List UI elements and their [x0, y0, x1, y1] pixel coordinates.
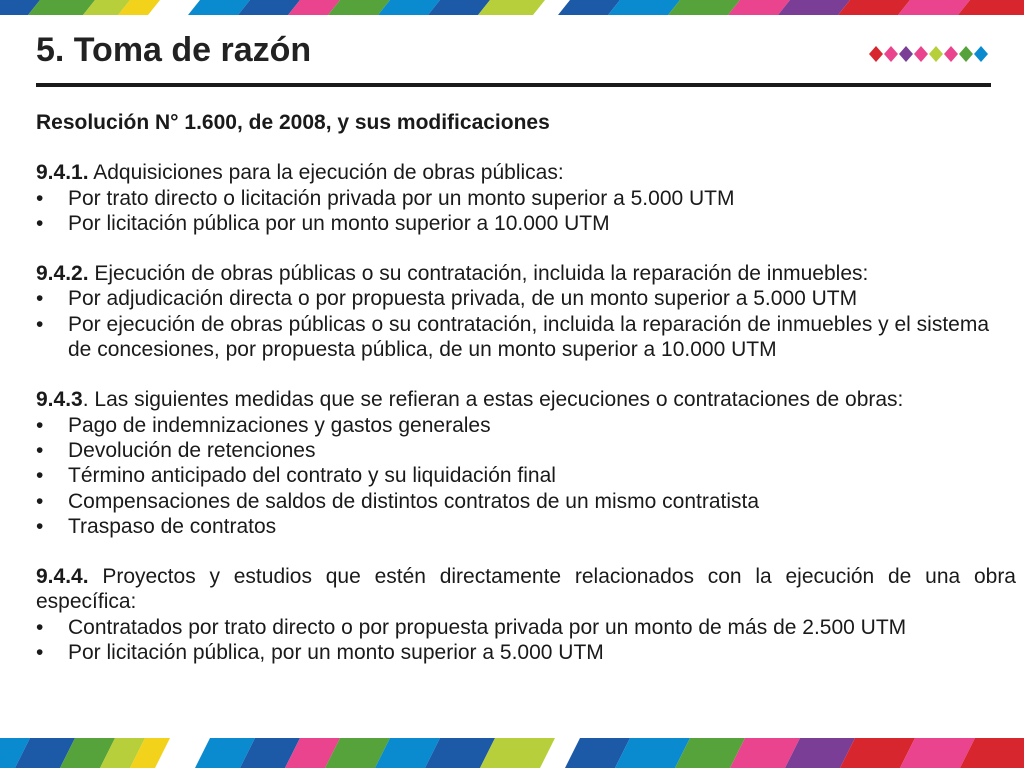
section-heading	[36, 261, 1016, 286]
top-color-band	[0, 0, 1024, 15]
subtitle-text: Resolución N° 1.600, de 2008, y sus modificaciones	[36, 111, 550, 134]
subtitle	[36, 110, 1016, 135]
section-heading-text: Ejecución de obras públicas o su contratación, incluida la reparación de inmuebles:	[88, 262, 869, 286]
section-number: 9.4.3	[36, 388, 83, 412]
list-item: • Devolución de retenciones	[36, 438, 1016, 463]
list-item: • Contratados por trato directo o por propuesta privada por un monto de más de 2.500 UTM	[36, 615, 1016, 640]
list-item: • Por licitación pública, por un monto superior a 5.000 UTM	[36, 640, 1016, 665]
list-item: • Por ejecución de obras públicas o su contratación, incluida la reparación de inmuebles y el sistema de concesiones, por propuesta pública, de un monto superior a 10.000 UTM	[36, 312, 1016, 363]
list-item: • Compensaciones de saldos de distintos contratos de un mismo contratista	[36, 489, 1016, 514]
list-item: • Pago de indemnizaciones y gastos generales	[36, 413, 1016, 438]
top-color-band-graphic	[0, 0, 1024, 15]
list-item: • Por trato directo o licitación privada por un monto superior a 5.000 UTM	[36, 186, 1016, 211]
title-divider	[36, 83, 991, 87]
section-heading	[36, 387, 1016, 412]
section-heading-text: . Las siguientes medidas que se refieran a estas ejecuciones o contrataciones de obras:	[82, 388, 904, 412]
section-heading-text: Proyectos y estudios que estén directamente relacionados con la ejecución de una obra específica:	[36, 565, 1016, 614]
slide-body	[36, 110, 1016, 665]
bullet-list	[36, 413, 1016, 539]
section-number: 9.4.1.	[36, 161, 89, 185]
bullet-list	[36, 615, 1016, 666]
list-item: • Por adjudicación directa o por propuesta privada, de un monto superior a 5.000 UTM	[36, 286, 1016, 311]
bullet-list	[36, 186, 1016, 237]
section-heading	[36, 160, 1016, 185]
spacer	[36, 539, 1016, 564]
section-heading	[36, 564, 1016, 615]
spacer	[36, 135, 1016, 160]
bottom-color-band	[0, 738, 1024, 768]
list-item: • Traspaso de contratos	[36, 514, 1016, 539]
diamond-logo-icon	[868, 45, 994, 63]
spacer	[36, 362, 1016, 387]
section-number: 9.4.2.	[36, 262, 89, 286]
section-heading-text: Adquisiciones para la ejecución de obras públicas:	[88, 161, 564, 185]
page-title: 5. Toma de razón	[36, 31, 312, 69]
bottom-color-band-graphic	[0, 738, 1024, 768]
list-item: • Término anticipado del contrato y su liquidación final	[36, 463, 1016, 488]
spacer	[36, 236, 1016, 261]
section-number: 9.4.4.	[36, 565, 89, 589]
bullet-list	[36, 286, 1016, 362]
list-item: • Por licitación pública por un monto superior a 10.000 UTM	[36, 211, 1016, 236]
